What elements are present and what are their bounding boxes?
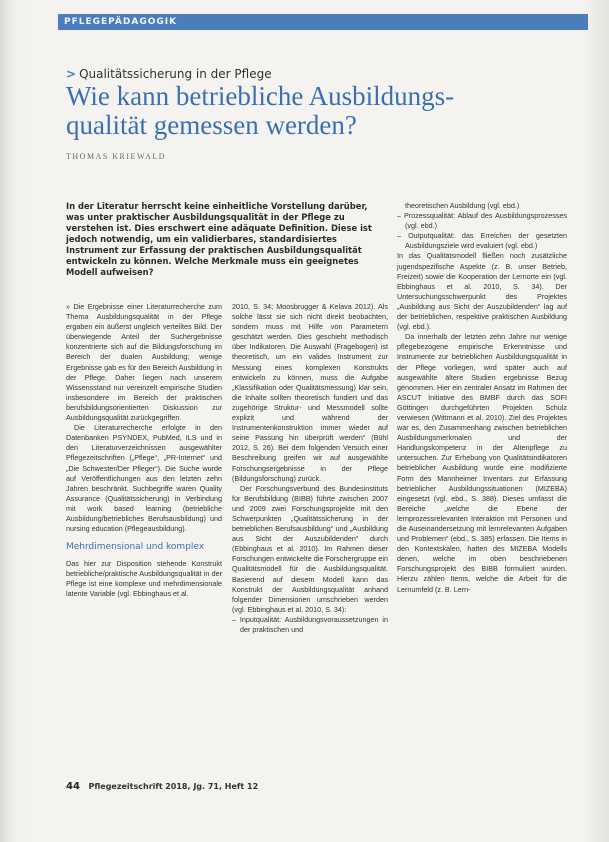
list-item: – Outputqualität: das Erreichen der gesetzten Ausbildungsziele wird evaluiert (vgl. ebd.): [397, 231, 567, 251]
list-item: – Inputqualität: Ausbildungsvoraussetzungen in der praktischen und: [232, 614, 388, 634]
article-title: [66, 82, 586, 140]
dimension-list: [232, 615, 388, 635]
text-column-1: [66, 302, 222, 600]
lead-paragraph: In der Literatur herrscht keine einheitliche Vorstellung darüber, was unter praktischer Ausbildungsqualität in der Pflege zu verstehen ist. Dies erschwert eine adäquate Definition. Diese ist jedoch notwendig, um ein validierbares, standardisiertes Instrument zur Erfassung der praktischen Ausbildungsqualität entwickeln zu können. Welche Merkmale muss ein geeignetes Modell aufweisen?: [66, 201, 372, 277]
body-paragraph: Der Forschungsverbund des Bundesinstituts für Berufsbildung (BIBB) führte zwischen 2007 und 2009 zwei Forschungsprojekte mit den Schwerpunkten „Qualitätssicherung in der betrieblichen Berufsausbildung“ und „Ausbildung aus Sicht der Auszubildenden“ durch (Ebbinghaus et al. 2010). Im Rahmen dieser Forschungen entwickelte die Forschergruppe ein Qualitätsmodell für die Ausbildungsqualität. Basierend auf diesem Modell kann das Konstrukt der Ausbildungsqualität anhand folgender Dimensionen umschrieben werden (vgl. Ebbinghaus et al. 2010, S. 34):: [232, 483, 388, 614]
page-number: 44: [66, 781, 80, 792]
title-line-1: Wie kann betriebliche Ausbildungs-: [66, 81, 455, 111]
text-column-2: [232, 302, 388, 635]
body-paragraph: Da innerhalb der letzten zehn Jahre nur wenige pflegebezogene empirische Erkenntnisse und Instrumente zur betrieblichen Ausbildungsqualität in der Pflege vorliegen, wird später auch auf ausgewählte ältere Studien ergebnisse Bezug genommen. Hier ein zentraler Ansatz im Rahmen der ASCUT Initiative des BMBF durch das SOFI Göttingen durchgeführten Projekten Schulz verwiesen (Wittmann et al. 2010). Ziel des Projektes war es, den Zusammenhang zwischen betrieblichen Ausbildungsmerkmalen und der Handlungskompetenz in der Altenpflege zu untersuchen. Zur Erhebung von Qualitätsindikatoren betrieblicher Ausbildung wurde eine modifizierte Form des Mannheimer Inventars zur Erfassung betrieblicher Ausbildungssituationen (MIZEBA) eingesetzt (vgl. ebd., S. 388). Dieses umfasst die Bereiche „welche die Ebene der lernprozessrelevanten Interaktion mit Personen und die Auseinandersetzung mit lernrelevanten Aufgaben und Problemen“ (ebd., S. 385) erfassen. Die Items in den Kontextskalen, hatten des MIZEBA Modells denen, welche im oben beschriebenen Forschungsprojekt des BIBB formuliert wurden. Hierzu zählen Items, welche die Arbeit für die Lernumfeld (z. B. Lern-: [397, 332, 567, 594]
subheading: Mehrdimensional und komplex: [66, 542, 205, 553]
journal-name: Pflegezeitschrift: [88, 782, 163, 791]
kicker-text: Qualitätssicherung in der Pflege: [79, 67, 272, 81]
issue-info: 2018, Jg. 71, Heft 12: [165, 782, 259, 791]
title-line-2: qualität gemessen werden?: [66, 110, 357, 140]
body-paragraph: In das Qualitätsmodell fließen noch zusätzliche jugendspezifische Aspekte (z. B. unser Betrieb, Freizeit) sowie die Kooperation der Lernorte ein (vgl. Ebbinghaus et al. 2010, S. 34). Der Untersuchungsschwerpunkt des Projektes „Ausbildung aus Sicht der Auszubildenden“ lag auf der betrieblichen, respektive praktischen Ausbildung (vgl. ebd.).: [397, 251, 567, 332]
section-label: PFLEGEPÄDAGOGIK: [64, 17, 178, 27]
body-paragraph: Das hier zur Disposition stehende Konstrukt betriebliche/praktische Ausbildungsqualität in der Pflege ist eine komplexe und mehrdimensionale latente Variable (vgl. Ebbinghaus et al.: [66, 559, 222, 599]
list-item: – Prozessqualität: Ablauf des Ausbildungsprozesses (vgl. ebd.): [397, 211, 567, 231]
body-paragraph: » Die Ergebnisse einer Literaturrecherche zum Thema Ausbildungsqualität in der Pflege ergaben ein äußerst ungleich verteiltes Bild. Der überwiegende Anteil der Suchergebnisse konzentrierte sich auf die Bildungsforschung im Bereich der dualen Ausbildung; wenige Ergebnisse gab es für den Bereich Ausbildung in der Pflege. Daher liegen nach unserem Wissensstand nur vereinzelt empirische Studien insbesondere im Bereich der praktischen berufsbildungsorientierten Diskussion zur Ausbildungsqualität zurückgegriffen.: [66, 302, 222, 423]
page-footer: [66, 781, 258, 792]
dimension-list: [397, 211, 567, 251]
body-paragraph: Die Literaturrecherche erfolgte in den Datenbanken PSYNDEX, PubMed, ILS und in den Literaturverzeichnissen ausgewählter Pflegezeitschriften („Pflege“, „PR-Internet“ und „Die Schwester/Der Pfleger“). Die Suche wurde auf Veröffentlichungen aus den letzten zehn Jahren beschränkt. Suchbegriffe waren Quality Assurance (Qualitätssicherung) in Verbindung mit work based learning (betriebliche Ausbildung/betriebliches Berufsausbildung) und nursing education (Pflegeausbildung).: [66, 423, 222, 534]
body-paragraph: 2010, S. 34; Moosbrugger & Kelava 2012). Als solche lässt sie sich nicht direkt beobachten, sondern muss mit Hilfe von Parametern geschätzt werden. Dies geschieht methodisch über Indikatoren. Die Auswahl (Fragebogen) ist theoretisch, um ein valides Instrument zur Messung eines komplexen Konstrukts entwickeln zu können, muss die Aufgabe „Klassifikation oder Qualitätsmessung) klar sein, die Inhalte sollten theoretisch fundiert und das zugehörige Struktur- und Messmodell sollte explizit und während der Instrumentenkonstruktion immer wieder auf seine Passung hin überprüft werden“ (Bühl 2012, S. 26). Bei dem folgenden Versuch einer Beschreibung greifen wir auf ausgewählte Forschungsergebnisse in der Pflege (Bildungsforschung) zurück.: [232, 302, 388, 483]
body-paragraph: theoretischen Ausbildung (vgl. ebd.): [405, 201, 520, 210]
article-kicker: [66, 67, 272, 81]
chevron-right-icon: >: [66, 67, 77, 81]
author-byline: THOMAS KRIEWALD: [66, 152, 167, 161]
text-column-3: [397, 201, 567, 595]
